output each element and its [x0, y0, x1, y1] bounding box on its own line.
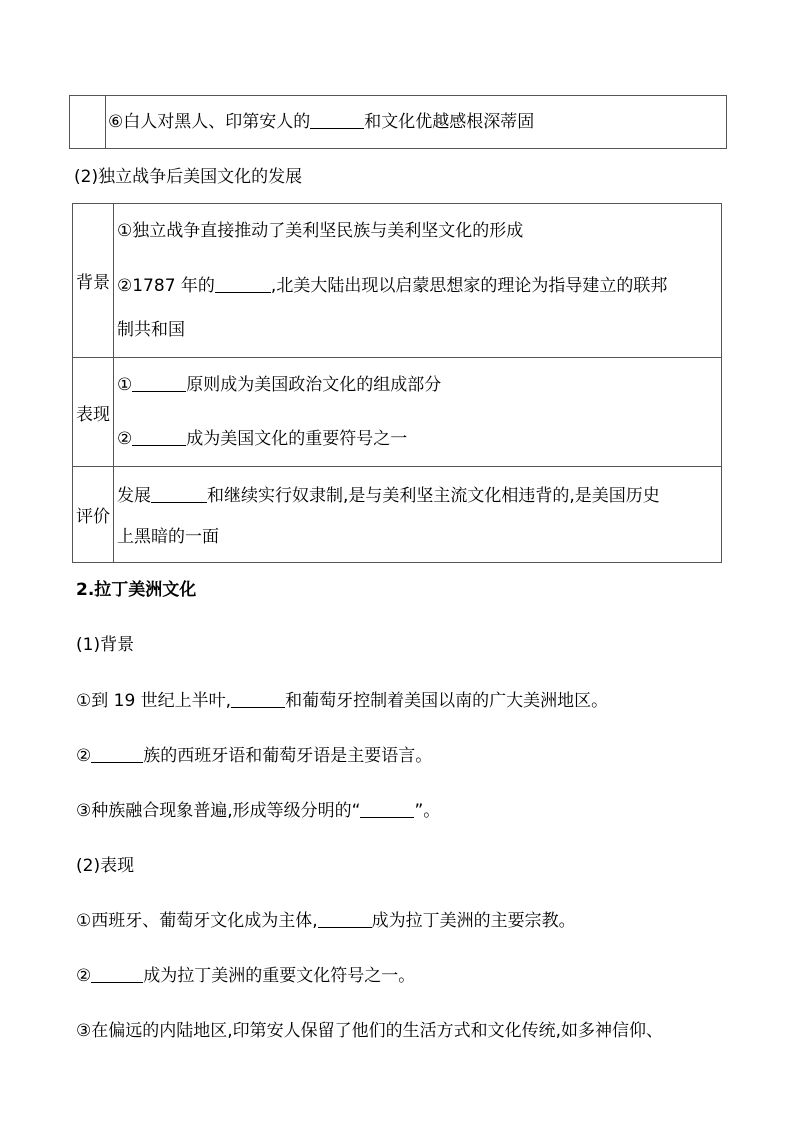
top-table-fragment	[69, 95, 727, 149]
background-line-1: ①独立战争直接推动了美利坚民族与美利坚文化的形成	[117, 221, 524, 241]
fill-blank[interactable]	[215, 275, 271, 293]
manifestation-line-2-b: 成为美国文化的重要符号之一	[186, 429, 408, 449]
fill-blank[interactable]	[318, 910, 372, 928]
row-label-background: 背景	[73, 204, 114, 357]
background-line-2	[117, 271, 667, 296]
section-heading-development: (2)独立战争后美国文化的发展	[74, 167, 303, 187]
table-row-evaluation	[73, 466, 721, 562]
manifestation-item-1-b: 成为拉丁美洲的主要宗教。	[371, 911, 576, 931]
background-item-3-b: ”。	[414, 801, 441, 821]
table-cell-item6	[108, 107, 534, 132]
background-item-2-a: ②	[76, 746, 92, 766]
background-line-2-b: ,北美大陆出现以启蒙思想家的理论为指导建立的联邦	[270, 276, 668, 296]
manifestation-item-2-b: 成为拉丁美洲的重要文化符号之一。	[143, 966, 416, 986]
manifestation-item-2	[76, 961, 415, 986]
manifestation-item-1	[76, 906, 576, 931]
background-item-1	[76, 686, 608, 711]
section-heading-latin-america: 2.拉丁美洲文化	[76, 580, 197, 600]
background-item-3	[76, 796, 440, 821]
fill-blank[interactable]	[151, 485, 207, 503]
subheading-manifestation: (2)表现	[76, 856, 135, 876]
manifestation-line-1	[117, 370, 441, 395]
background-item-2	[76, 741, 432, 766]
manifestation-item-3: ③在偏远的内陆地区,印第安人保留了他们的生活方式和文化传统,如多神信仰、	[76, 1021, 664, 1041]
fill-blank[interactable]	[132, 374, 186, 392]
background-item-1-b: 和葡萄牙控制着美国以南的广大美洲地区。	[285, 691, 609, 711]
fill-blank[interactable]	[231, 690, 285, 708]
table-row-background	[73, 204, 721, 357]
background-item-3-a: ③种族融合现象普遍,形成等级分明的“	[76, 801, 361, 821]
manifestation-item-1-a: ①西班牙、葡萄牙文化成为主体,	[76, 911, 318, 931]
fill-blank[interactable]	[310, 111, 364, 129]
item6-text-b: 和文化优越感根深蒂固	[364, 112, 535, 132]
manifestation-line-1-b: 原则成为美国政治文化的组成部分	[186, 375, 442, 395]
subheading-background: (1)背景	[76, 635, 135, 655]
background-item-1-a: ①到 19 世纪上半叶,	[76, 691, 232, 711]
background-item-2-b: 族的西班牙语和葡萄牙语是主要语言。	[143, 746, 433, 766]
evaluation-line-1-a: 发展	[117, 486, 151, 506]
evaluation-line-2: 上黑暗的一面	[117, 527, 219, 547]
manifestation-line-2-a: ②	[117, 429, 133, 449]
item6-text-a: ⑥白人对黑人、印第安人的	[108, 112, 311, 132]
evaluation-line-1	[117, 481, 660, 506]
fill-blank[interactable]	[360, 800, 414, 818]
evaluation-line-1-b: 和继续实行奴隶制,是与美利坚主流文化相违背的,是美国历史	[207, 486, 660, 506]
manifestation-line-1-a: ①	[117, 375, 133, 395]
fill-blank[interactable]	[132, 428, 186, 446]
manifestation-item-2-a: ②	[76, 966, 92, 986]
fill-blank[interactable]	[91, 965, 143, 983]
background-line-3: 制共和国	[117, 320, 185, 340]
development-table	[72, 203, 722, 563]
table-row-manifestation	[73, 357, 721, 466]
table-label-cell	[70, 96, 106, 148]
background-line-2-a: ②1787 年的	[117, 276, 215, 296]
row-label-evaluation: 评价	[73, 467, 114, 562]
manifestation-line-2	[117, 424, 407, 449]
fill-blank[interactable]	[91, 745, 143, 763]
row-label-manifestation: 表现	[73, 358, 114, 466]
